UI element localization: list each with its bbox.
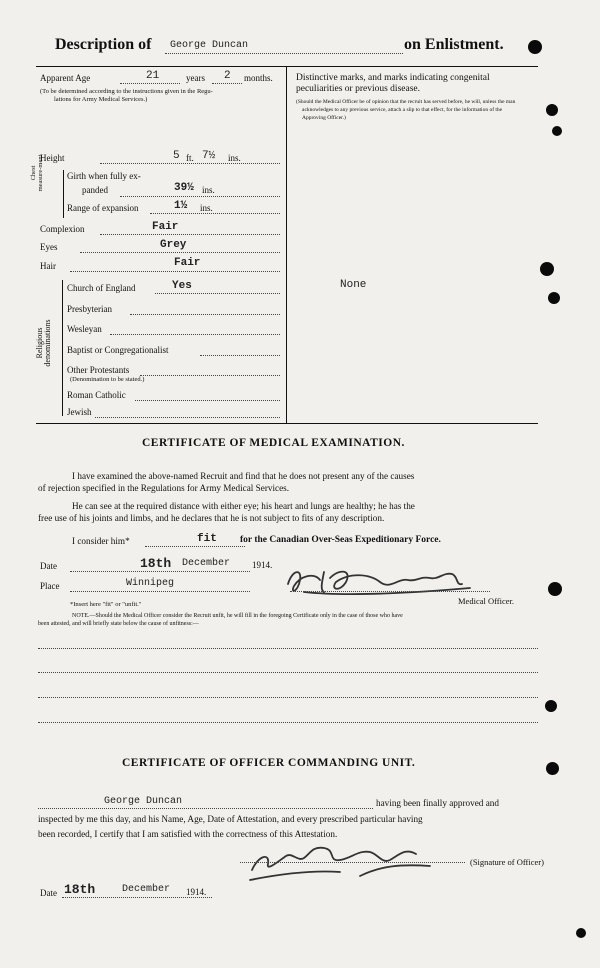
- unfit-cause-line: [38, 648, 538, 649]
- officer-recruit-name: George Duncan: [104, 796, 183, 807]
- range-label: Range of expansion: [67, 203, 139, 213]
- header-prefix: Description of: [55, 36, 152, 53]
- age-note-2: lations for Army Medical Services.): [54, 96, 148, 103]
- marks-note-2: acknowledges to any previous service, attach a slip to that effect, for the information of the: [302, 107, 503, 113]
- officer-line-3: been recorded, I certify that I am satisfied with the correctness of this Attestation.: [38, 829, 338, 839]
- girth-unit: ins.: [202, 185, 215, 195]
- punch-hole: [576, 928, 586, 938]
- top-rule: [36, 66, 538, 67]
- age-months: 2: [224, 70, 231, 82]
- officer-date-year: 1914.: [186, 887, 207, 897]
- ft-label: ft.: [186, 153, 194, 163]
- religion-jewish: Jewish: [67, 407, 92, 417]
- consider-value: fit: [197, 533, 217, 545]
- religion-church-of-england: Church of England: [67, 283, 136, 293]
- medical-para-2-line-1: He can see at the required distance with either eye; his heart and lungs are healthy; he has the: [72, 501, 415, 511]
- section-rule: [36, 423, 538, 424]
- marks-heading-2: peculiarities or previous disease.: [296, 84, 420, 94]
- place-label: Place: [40, 581, 60, 591]
- punch-hole: [528, 40, 542, 54]
- unfit-note-line-1: NOTE.—Should the Medical Officer consider the Recruit unfit, he will fill in the foregoing Certificate only in the case of those who have: [72, 613, 403, 619]
- officer-line-1-suffix: having been finally approved and: [376, 798, 499, 808]
- age-years: 21: [146, 70, 160, 82]
- girth-label-2: panded: [82, 185, 108, 195]
- years-label: years: [186, 73, 205, 83]
- unfit-cause-line: [38, 697, 538, 698]
- punch-hole: [540, 262, 554, 276]
- officer-signature-label: (Signature of Officer): [470, 857, 544, 867]
- officer-date-label: Date: [40, 888, 57, 898]
- apparent-age-label: Apparent Age: [40, 73, 91, 83]
- range-value: 1½: [174, 200, 188, 212]
- girth-label-1: Girth when fully ex-: [67, 171, 141, 181]
- medical-date-day: 18th: [140, 556, 172, 571]
- header-suffix: on Enlistment.: [404, 36, 504, 53]
- punch-hole: [548, 292, 560, 304]
- punch-hole: [546, 762, 559, 775]
- months-label: months.: [244, 73, 273, 83]
- chest-label: Chest measure-ment: [30, 154, 44, 192]
- hair-label: Hair: [40, 261, 56, 271]
- girth-value: 39½: [174, 182, 194, 194]
- marks-note-3: Approving Officer.): [302, 115, 346, 121]
- height-inches: 7½: [202, 150, 216, 162]
- medical-para-2-line-2: free use of his joints and limbs, and he declares that he is not subject to fits of any description.: [38, 513, 385, 523]
- punch-hole: [545, 700, 557, 712]
- height-feet: 5: [173, 150, 180, 162]
- place-value: Winnipeg: [126, 578, 175, 589]
- punch-hole: [546, 104, 558, 116]
- officer-signature: [240, 836, 460, 884]
- medical-officer-label: Medical Officer.: [458, 596, 515, 606]
- range-unit: ins.: [200, 203, 213, 213]
- religion-roman-catholic: Roman Catholic: [67, 390, 126, 400]
- religion-label: Religious denominations: [35, 319, 52, 367]
- religion-other-protestants: Other Protestants: [67, 365, 130, 375]
- ins-label: ins.: [228, 153, 241, 163]
- punch-hole: [552, 126, 562, 136]
- insert-note: *Insert here "fit" or "unfit.": [70, 601, 142, 608]
- medical-date-label: Date: [40, 561, 57, 571]
- other-protestants-note: (Denomination to be stated.): [70, 376, 145, 383]
- column-divider: [286, 66, 287, 423]
- marks-heading-1: Distinctive marks, and marks indicating congenital: [296, 73, 490, 83]
- religion-baptist: Baptist or Congregationalist: [67, 345, 169, 355]
- medical-certificate-heading: CERTIFICATE OF MEDICAL EXAMINATION.: [142, 437, 405, 449]
- age-note-1: (To be determined according to the instructions given in the Regu-: [40, 88, 213, 95]
- officer-certificate-heading: CERTIFICATE OF OFFICER COMMANDING UNIT.: [122, 757, 416, 769]
- consider-prefix: I consider him*: [72, 536, 130, 546]
- eyes-label: Eyes: [40, 242, 58, 252]
- officer-line-2: inspected by me this day, and his Name, Age, Date of Attestation, and every prescribed particular having: [38, 814, 423, 824]
- unfit-cause-line: [38, 672, 538, 673]
- consider-suffix: for the Canadian Over-Seas Expeditionary Force.: [240, 535, 441, 545]
- medical-date-year: 1914.: [252, 560, 273, 570]
- marks-value: None: [340, 279, 367, 291]
- religion-wesleyan: Wesleyan: [67, 324, 102, 334]
- religion-church-of-england-value: Yes: [172, 280, 192, 292]
- height-label: Height: [40, 153, 65, 163]
- medical-date-month: December: [182, 558, 231, 569]
- officer-date-month: December: [122, 884, 171, 895]
- medical-para-1-line-2: of rejection specified in the Regulations for Army Medical Services.: [38, 483, 290, 493]
- hair-value: Fair: [174, 257, 201, 269]
- medical-para-1-line-1: I have examined the above-named Recruit and find that he does not present any of the causes: [72, 471, 415, 481]
- officer-date-day: 18th: [64, 882, 96, 897]
- religion-presbyterian: Presbyterian: [67, 304, 112, 314]
- unfit-cause-line: [38, 722, 538, 723]
- complexion-value: Fair: [152, 221, 179, 233]
- marks-note-1: (Should the Medical Officer be of opinion that the recruit has served before, he will, unless the man: [296, 99, 516, 105]
- recruit-name: George Duncan: [170, 40, 249, 51]
- unfit-note-line-2: been attested, and will briefly state below the cause of unfitness:—: [38, 621, 199, 627]
- complexion-label: Complexion: [40, 224, 85, 234]
- punch-hole: [548, 582, 562, 596]
- eyes-value: Grey: [160, 239, 187, 251]
- name-line: [165, 53, 403, 54]
